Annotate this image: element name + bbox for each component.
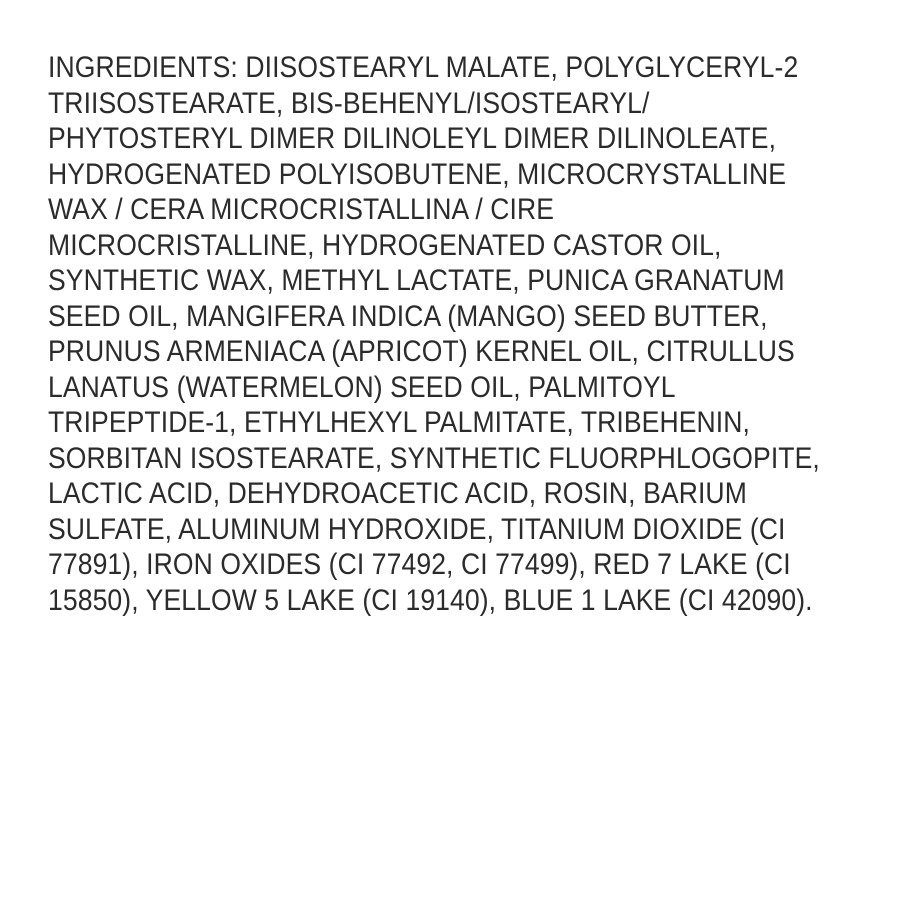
ingredients-line: SEED OIL, MANGIFERA INDICA (MANGO) SEED BUTTER, xyxy=(48,299,768,333)
ingredients-line: MICROCRISTALLINE, HYDROGENATED CASTOR OIL, xyxy=(48,228,722,262)
ingredients-line: SYNTHETIC WAX, METHYL LACTATE, PUNICA GRANATUM xyxy=(48,264,785,297)
ingredients-line: SULFATE, ALUMINUM HYDROXIDE, TITANIUM DIOXIDE (CI xyxy=(48,512,786,546)
ingredients-line: TRIISOSTEARATE, BIS-BEHENYL/ISOSTEARYL/ xyxy=(48,86,650,120)
ingredients-line: TRIPEPTIDE-1, ETHYLHEXYL PALMITATE, TRIBEHENIN, xyxy=(48,406,750,439)
ingredients-text xyxy=(48,50,820,618)
ingredients-line: INGREDIENTS: DIISOSTEARYL MALATE, POLYGLYCERYL-2 xyxy=(48,51,799,84)
ingredients-line: PRUNUS ARMENIACA (APRICOT) KERNEL OIL, CITRULLUS xyxy=(48,335,795,368)
ingredients-line: SORBITAN ISOSTEARATE, SYNTHETIC FLUORPHLOGOPITE, xyxy=(48,441,820,475)
ingredients-line: WAX / CERA MICROCRISTALLINA / CIRE xyxy=(48,193,555,226)
ingredients-line: PHYTOSTERYL DIMER DILINOLEYL DIMER DILINOLEATE, xyxy=(48,122,777,155)
ingredients-line: HYDROGENATED POLYISOBUTENE, MICROCRYSTALLINE xyxy=(48,157,787,191)
ingredients-line: LANATUS (WATERMELON) SEED OIL, PALMITOYL xyxy=(48,370,676,404)
ingredients-line: LACTIC ACID, DEHYDROACETIC ACID, ROSIN, BARIUM xyxy=(48,477,747,510)
ingredients-line: 77891), IRON OXIDES (CI 77492, CI 77499), RED 7 LAKE (CI xyxy=(48,548,791,581)
ingredients-line: 15850), YELLOW 5 LAKE (CI 19140), BLUE 1 LAKE (CI 42090). xyxy=(48,583,813,617)
